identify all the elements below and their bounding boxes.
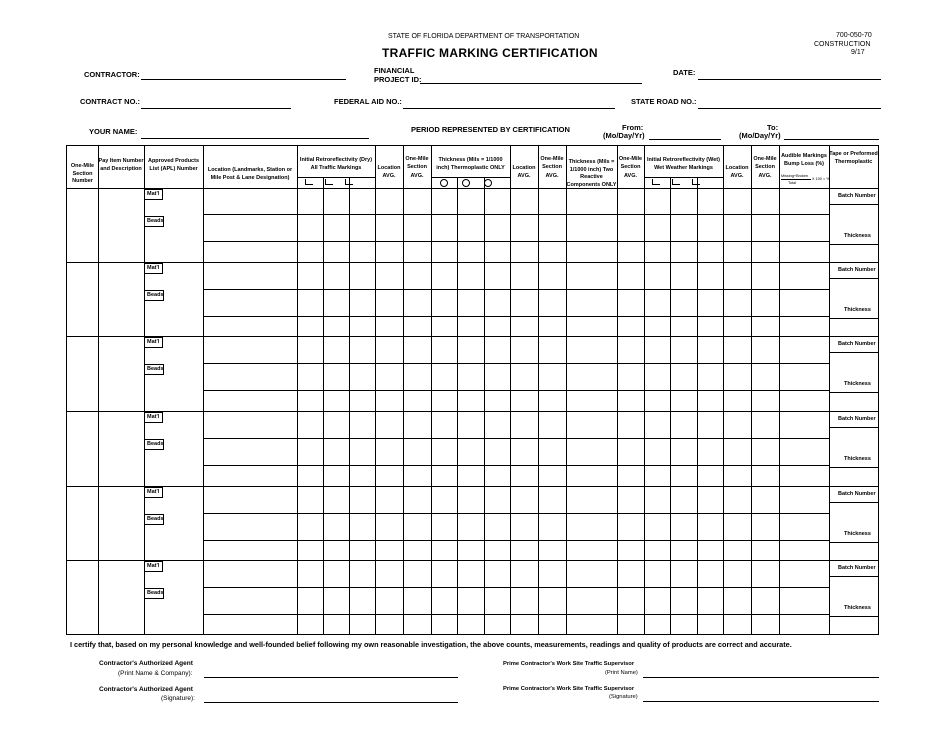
col-retro-dry: Initial Retroreflectivity (Dry) All Traffic Markings — [299, 157, 373, 171]
col-tape: Tape or Preformed Thermoplastic — [829, 151, 878, 165]
retro-wet-icons — [646, 179, 706, 186]
form-title: TRAFFIC MARKING CERTIFICATION — [382, 46, 598, 60]
federal-aid-field[interactable] — [403, 108, 615, 109]
contract-no-label: CONTRACT NO.: — [80, 97, 140, 106]
contract-no-field[interactable] — [141, 108, 291, 109]
batch-number-label: Batch Number — [838, 341, 876, 347]
col-apl: Approved Products List (APL) Number — [147, 158, 200, 172]
col-avg-4: AVG. — [545, 173, 559, 179]
certification-table — [66, 145, 879, 635]
col-one-mile-section-4: One-Mile Section — [753, 156, 777, 170]
agent-print-label: Contractor's Authorized Agent — [99, 660, 193, 667]
matl-box: Mat'l — [144, 412, 163, 423]
thickness-label: Thickness — [844, 531, 871, 537]
supervisor-sig-sub: (Signature) — [609, 694, 638, 700]
audible-total: Total — [788, 181, 797, 185]
agent-sig-label: Contractor's Authorized Agent — [99, 686, 193, 693]
date-label: DATE: — [673, 68, 696, 77]
contractor-label: CONTRACTOR: — [84, 70, 140, 79]
col-one-mile-section-number: One-Mile Section Number — [70, 163, 95, 184]
agent-signature-field[interactable] — [204, 702, 458, 703]
col-avg-2: AVG. — [410, 173, 424, 179]
period-label: PERIOD REPRESENTED BY CERTIFICATION — [411, 125, 570, 134]
financial-project-field[interactable] — [420, 83, 642, 84]
beads-box: Beads — [144, 290, 164, 301]
to-label: To: — [767, 123, 779, 132]
federal-aid-label: FEDERAL AID NO.: — [334, 97, 402, 106]
matl-box: Mat'l — [144, 561, 163, 572]
thickness-label: Thickness — [844, 381, 871, 387]
to-format: (Mo/Day/Yr) — [739, 131, 781, 140]
batch-number-label: Batch Number — [838, 565, 876, 571]
date-field[interactable] — [698, 79, 881, 80]
col-avg-5: AVG. — [623, 173, 638, 179]
matl-box: Mat'l — [144, 189, 163, 200]
col-avg-1: AVG. — [382, 173, 396, 179]
financial-project-label-1: FINANCIAL — [374, 66, 415, 75]
your-name-field[interactable] — [141, 138, 369, 139]
from-format: (Mo/Day/Yr) — [603, 131, 645, 140]
state-road-field[interactable] — [698, 108, 881, 109]
thickness-label: Thickness — [844, 233, 871, 239]
col-location-3: Location — [725, 165, 749, 171]
supervisor-sig-label: Prime Contractor's Work Site Traffic Supervisor — [503, 686, 635, 692]
col-one-mile-section-3: One-Mile Section — [618, 156, 643, 170]
to-field[interactable] — [784, 139, 879, 140]
matl-box: Mat'l — [144, 337, 163, 348]
batch-number-label: Batch Number — [838, 267, 876, 273]
beads-box: Beads — [144, 588, 164, 599]
beads-box: Beads — [144, 364, 164, 375]
contractor-field[interactable] — [141, 79, 346, 80]
col-retro-wet: Initial Retroreflectivity (Wet) Wet Weather Markings — [647, 157, 720, 171]
col-location-long: Location (Landmarks, Station or Mile Post & Lane Designation) — [207, 167, 293, 181]
batch-number-label: Batch Number — [838, 193, 876, 199]
supervisor-print-label: Prime Contractor's Work Site Traffic Supervisor — [503, 661, 635, 667]
col-location-1: Location — [377, 165, 401, 171]
certification-statement: I certify that, based on my personal knowledge and well-founded belief following my own reasonable investigation, the above counts, measurements, readings and quality of products are correct and accurate. — [70, 640, 792, 649]
supervisor-signature-field[interactable] — [643, 701, 879, 702]
supervisor-print-field[interactable] — [643, 677, 879, 678]
audible-formula: X 100 = % — [812, 177, 830, 181]
thickness-label: Thickness — [844, 456, 871, 462]
col-audible: Audible Markings Bump Loss (%) — [781, 153, 827, 167]
thickness-thermo-icons — [433, 179, 499, 187]
matl-box: Mat'l — [144, 263, 163, 274]
financial-project-label-2: PROJECT ID: — [374, 75, 422, 84]
col-location-2: Location — [512, 165, 536, 171]
beads-box: Beads — [144, 514, 164, 525]
col-thickness-thermo: Thickness (Mils = 1/1000 inch) Thermoplastic ONLY — [436, 157, 505, 171]
thickness-label: Thickness — [844, 605, 871, 611]
col-pay-item: Pay Item Number and Description — [98, 158, 144, 172]
agent-sig-sub: (Signature): — [161, 695, 195, 702]
agent-print-sub: (Print Name & Company): — [118, 670, 193, 677]
matl-box: Mat'l — [144, 487, 163, 498]
state-road-label: STATE ROAD NO.: — [631, 97, 697, 106]
form-number: 700-050-70 — [836, 32, 872, 39]
form-category: CONSTRUCTION — [814, 41, 871, 48]
from-field[interactable] — [649, 139, 721, 140]
form-date: 9/17 — [851, 49, 865, 56]
thickness-label: Thickness — [844, 307, 871, 313]
retro-dry-icons — [299, 179, 359, 186]
col-one-mile-section-2: One-Mile Section — [540, 156, 564, 170]
col-one-mile-section-1: One-Mile Section — [405, 156, 429, 170]
your-name-label: YOUR NAME: — [89, 127, 138, 136]
agent-print-field[interactable] — [204, 677, 458, 678]
beads-box: Beads — [144, 439, 164, 450]
batch-number-label: Batch Number — [838, 491, 876, 497]
agency-name: STATE OF FLORIDA DEPARTMENT OF TRANSPORTATION — [388, 33, 580, 40]
batch-number-label: Batch Number — [838, 416, 876, 422]
col-avg-3: AVG. — [517, 173, 531, 179]
supervisor-print-sub: (Print Name) — [605, 670, 638, 676]
col-thickness-two-reactive: Thickness (Mils = 1/1000 inch) Two Reactive Components ONLY — [566, 159, 617, 188]
beads-box: Beads — [144, 216, 164, 227]
from-label: From: — [622, 123, 644, 132]
col-avg-6: AVG. — [730, 173, 744, 179]
col-avg-7: AVG. — [758, 173, 772, 179]
audible-missing: Missing+Broken — [781, 174, 809, 178]
